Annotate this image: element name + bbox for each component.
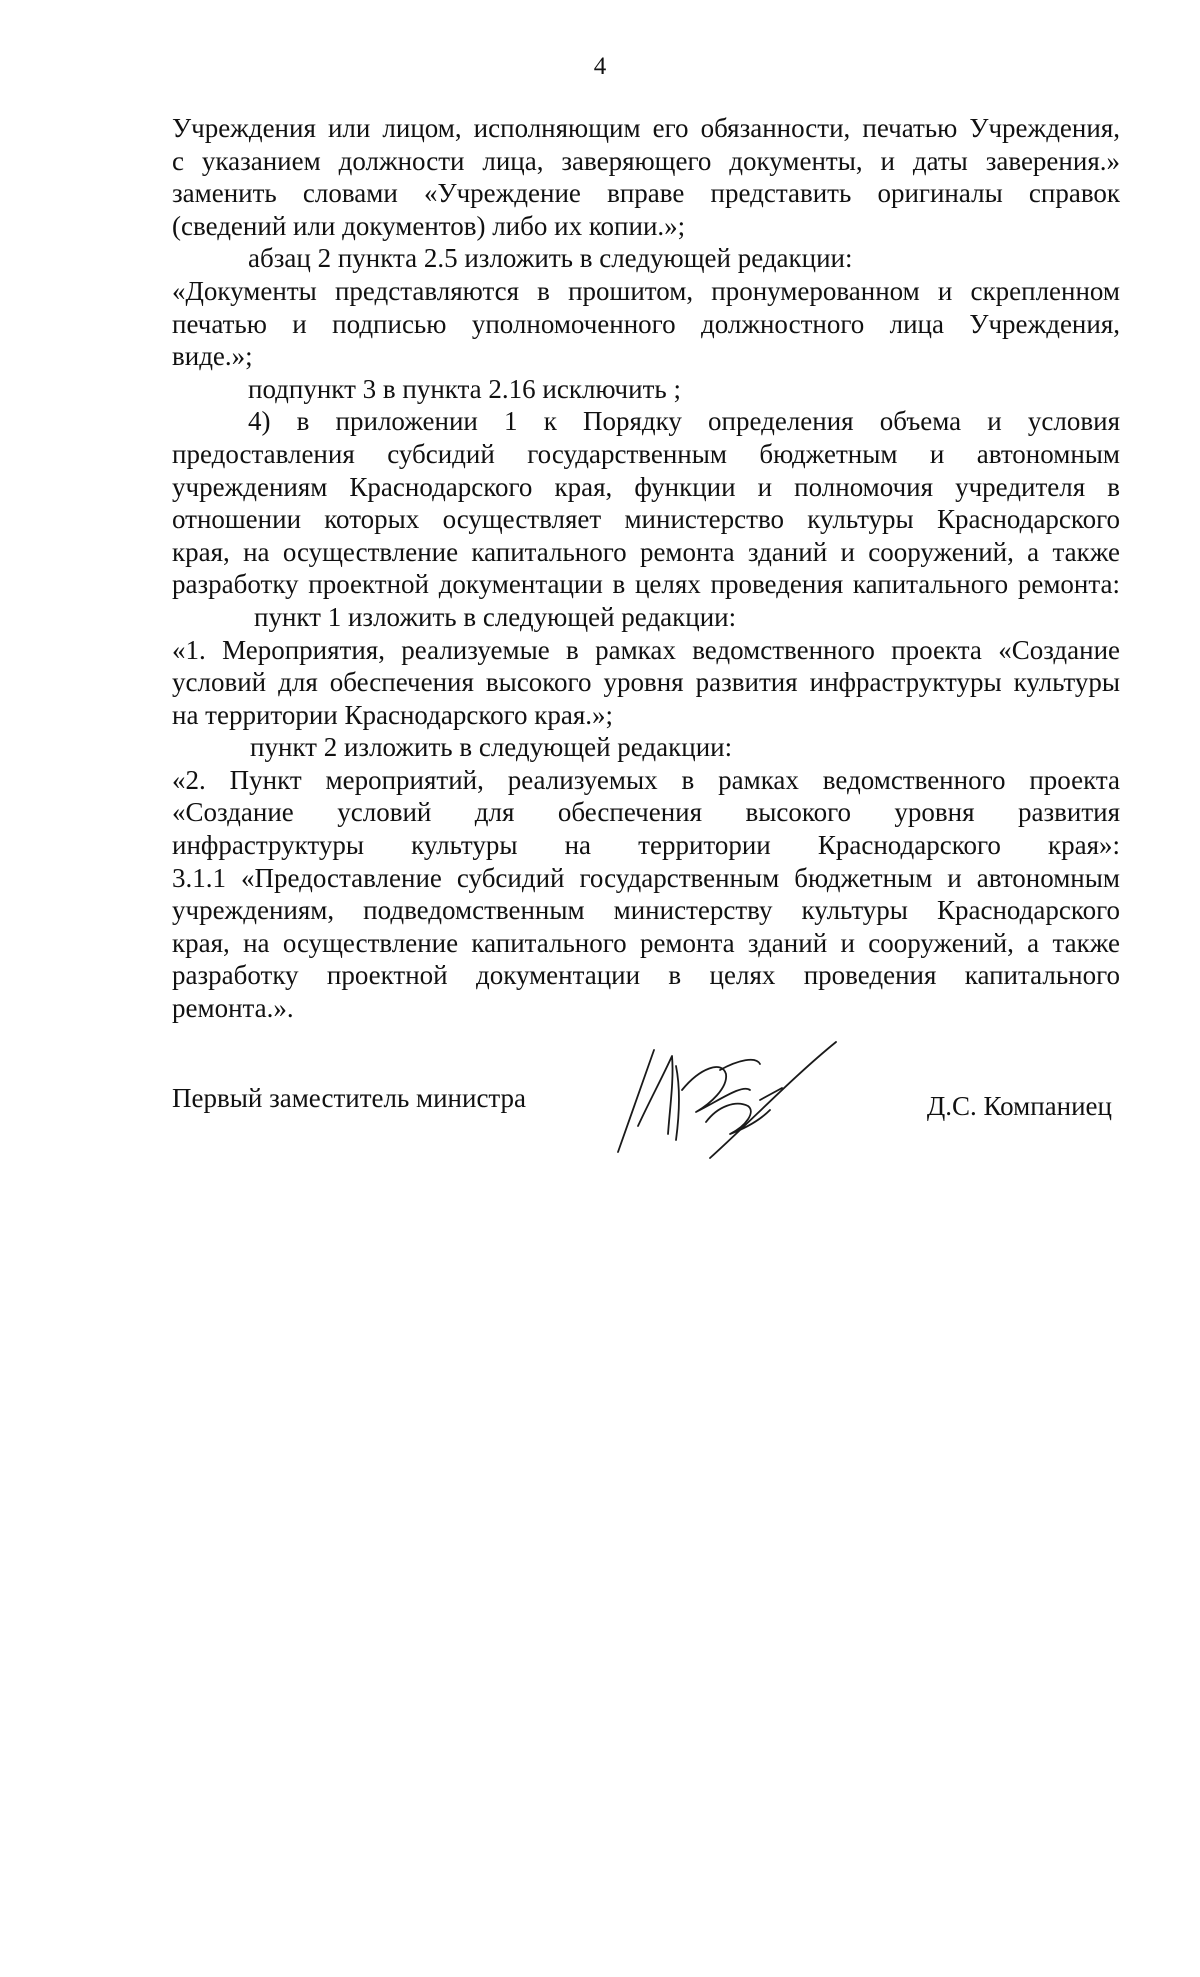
text-line: 3.1.1 «Предоставление субсидий государственным бюджетным и автономным <box>172 862 1120 893</box>
text-line: 4) в приложении 1 к Порядку определения объема и условия <box>248 406 1120 437</box>
text-line: абзац 2 пункта 2.5 изложить в следующей редакции: <box>248 243 853 274</box>
text-line: ремонта.». <box>172 993 294 1024</box>
text-line: «Создание условий для обеспечения высокого уровня развития <box>172 797 1120 828</box>
text-line: с указанием должности лица, заверяющего документы, и даты заверения.» <box>172 145 1120 176</box>
text-line: отношении которых осуществляет министерство культуры Краснодарского <box>172 504 1120 535</box>
document-body <box>172 112 1120 1025</box>
text-line: заменить словами «Учреждение вправе представить оригиналы справок <box>172 178 1120 209</box>
text-line: края, на осуществление капитального ремонта зданий и сооружений, а также <box>172 927 1120 958</box>
text-line: (сведений или документов) либо их копии.»; <box>172 210 686 241</box>
text-line: инфраструктуры культуры на территории Краснодарского края»: <box>172 830 1120 861</box>
text-line: на территории Краснодарского края.»; <box>172 699 614 730</box>
signer-position: Первый заместитель министра <box>172 1083 527 1113</box>
signer-name: Д.С. Компаниец <box>926 1091 1112 1121</box>
text-line: пункт 1 изложить в следующей редакции: <box>254 601 737 632</box>
text-line: разработку проектной документации в целях проведения капитального <box>172 960 1120 991</box>
page-number: 4 <box>593 53 607 80</box>
text-line: «Документы представляются в прошитом, пронумерованном и скрепленном <box>172 275 1120 306</box>
text-line: края, на осуществление капитального ремонта зданий и сооружений, а также <box>172 536 1120 567</box>
text-line: виде.»; <box>172 341 253 372</box>
text-line: учреждениям, подведомственным министерству культуры Краснодарского <box>172 895 1120 926</box>
text-line: «1. Мероприятия, реализуемые в рамках ведомственного проекта «Создание <box>172 634 1120 665</box>
text-line: учреждениям Краснодарского края, функции и полномочия учредителя в <box>172 471 1120 502</box>
text-line: предоставления субсидий государственным бюджетным и автономным <box>172 438 1120 469</box>
text-line: печатью и подписью уполномоченного должностного лица Учреждения, <box>172 308 1120 339</box>
text-line: Учреждения или лицом, исполняющим его обязанности, печатью Учреждения, <box>172 113 1120 143</box>
text-line: «2. Пункт мероприятий, реализуемых в рамках ведомственного проекта <box>172 764 1120 795</box>
text-line: разработку проектной документации в целях проведения капитального ремонта: <box>172 569 1120 600</box>
handwritten-signature <box>610 1030 840 1160</box>
text-line: подпункт 3 в пункта 2.16 исключить ; <box>248 373 681 404</box>
text-line: условий для обеспечения высокого уровня развития инфраструктуры культуры <box>172 667 1120 698</box>
signature-block <box>172 1030 1120 1160</box>
text-line: пункт 2 изложить в следующей редакции: <box>250 732 733 763</box>
